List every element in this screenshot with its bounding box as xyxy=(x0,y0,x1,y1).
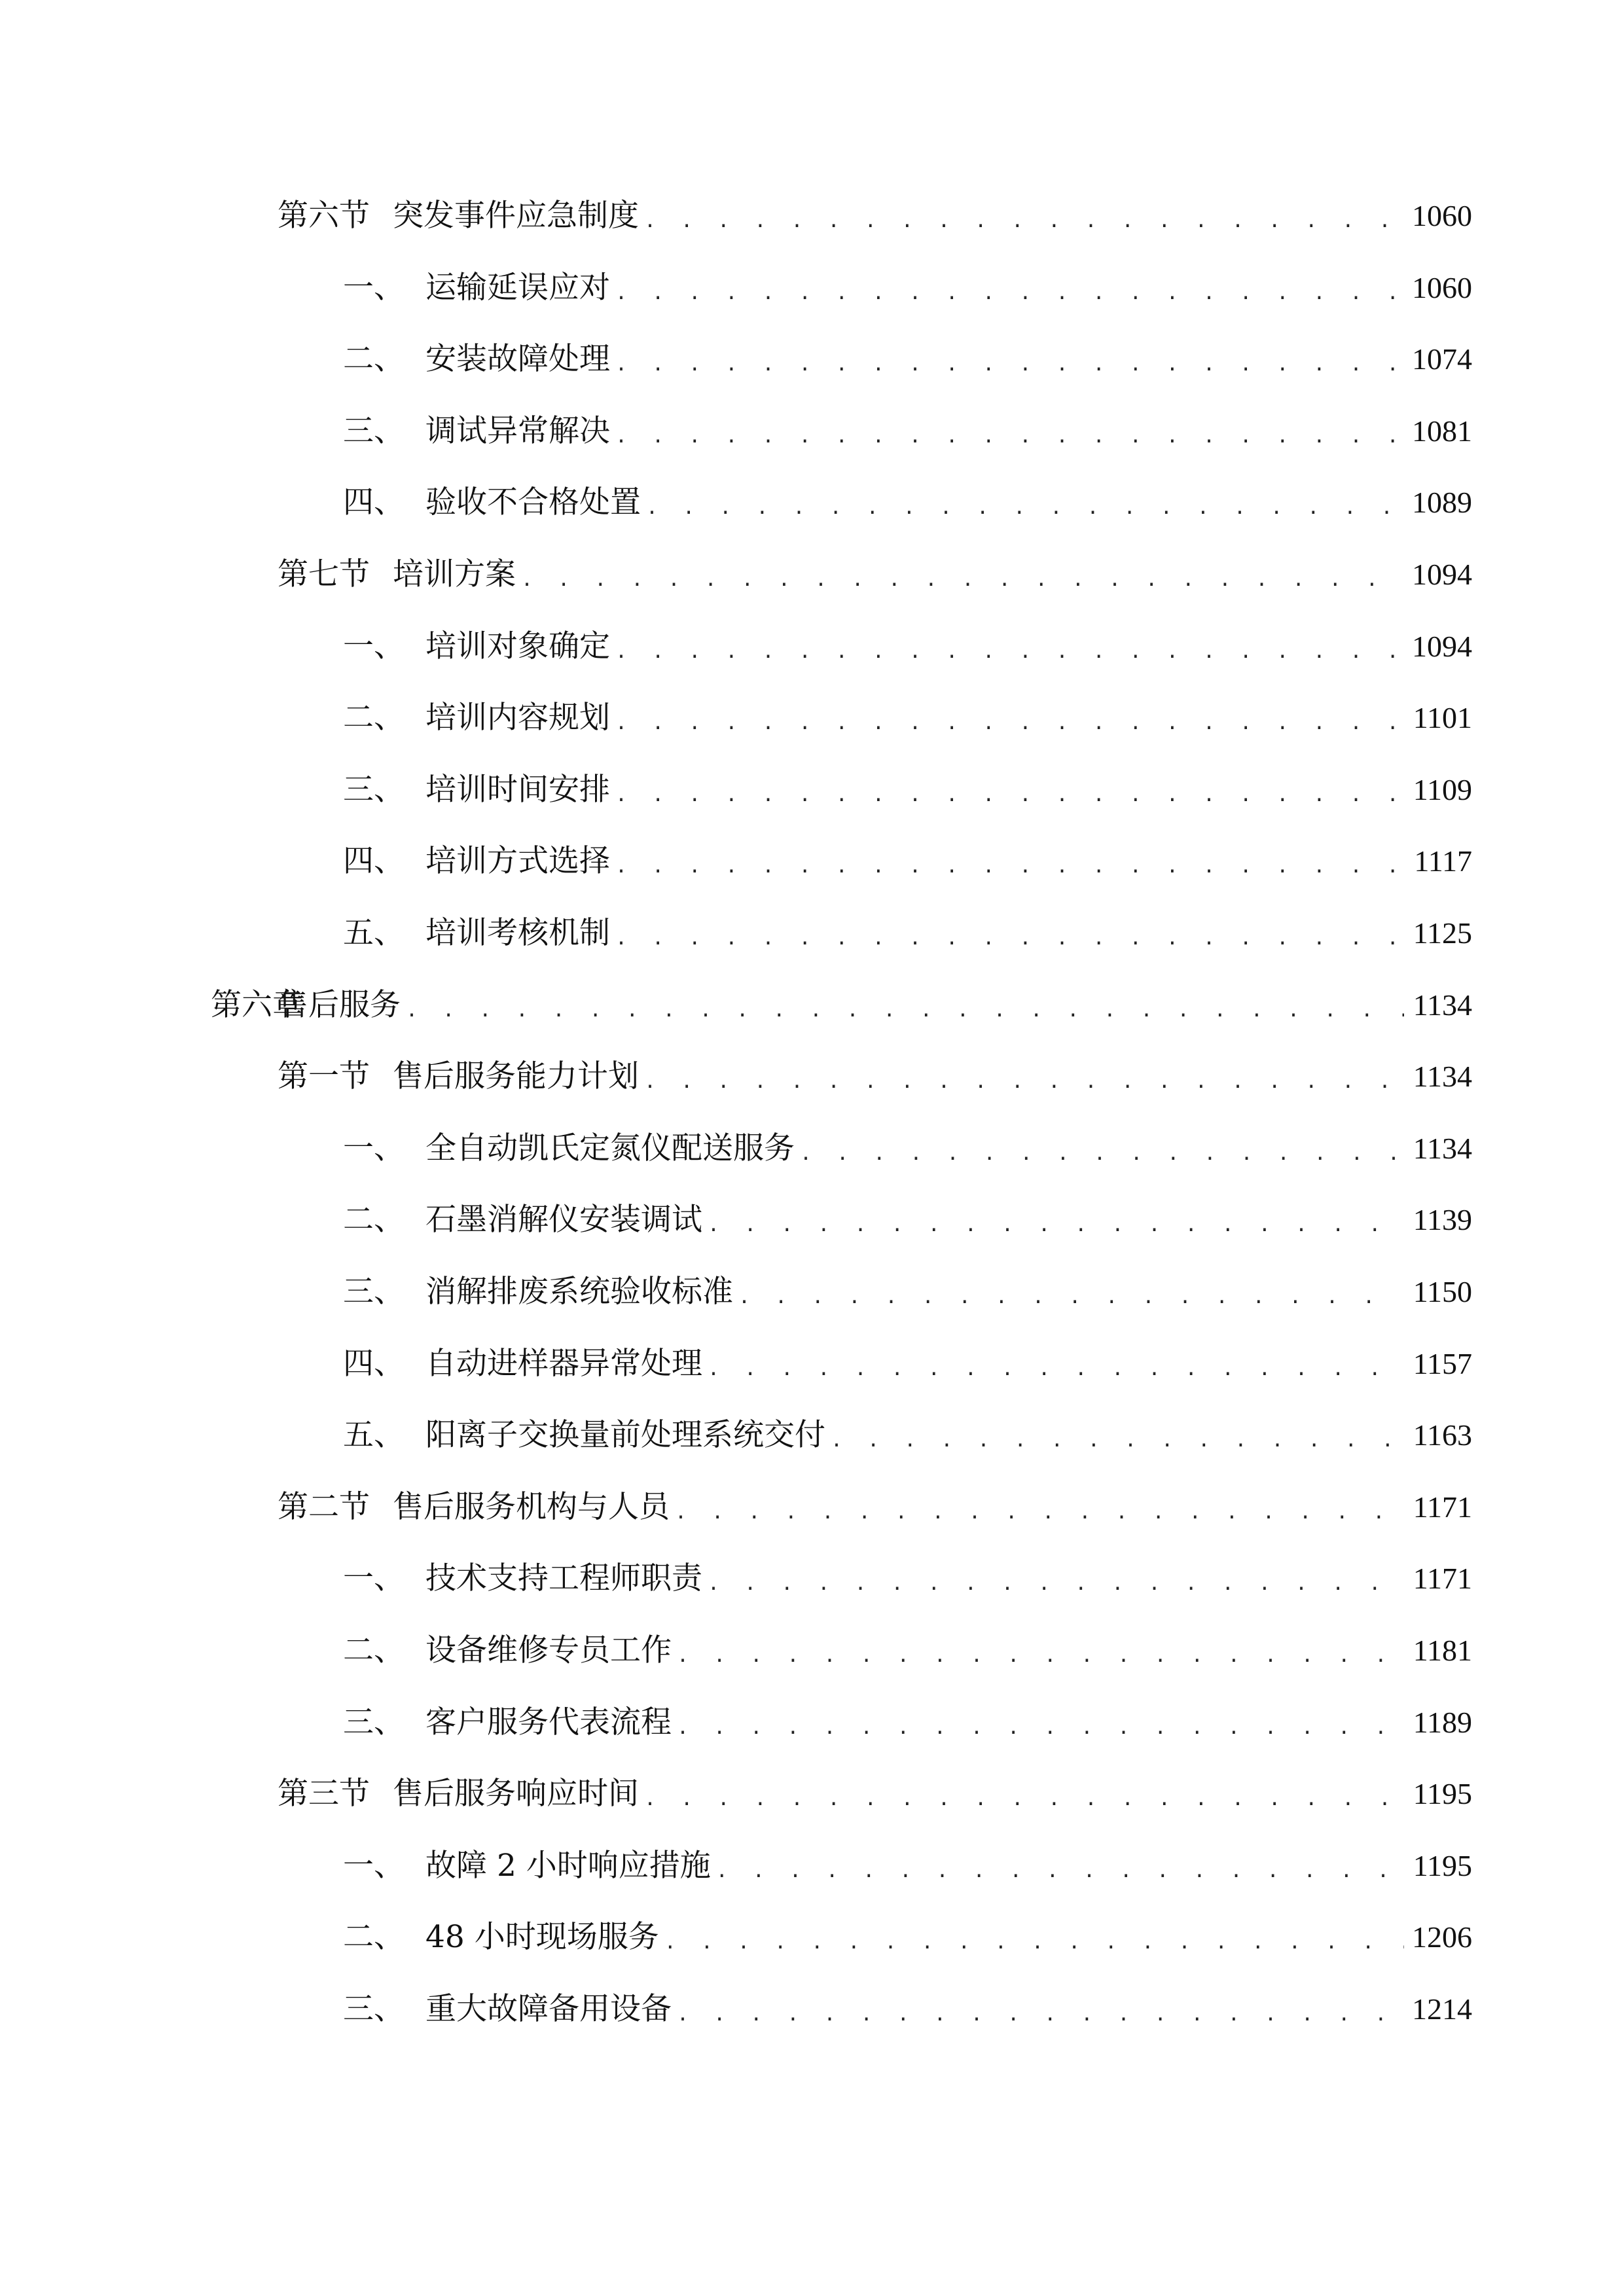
toc-entry-number: 三、 xyxy=(343,1704,405,1740)
toc-entry-number: 第三节 xyxy=(278,1776,370,1812)
toc-entry-number: 五、 xyxy=(343,915,405,951)
toc-entry-title: 消解排废系统验收标准 xyxy=(425,1274,733,1310)
toc-entry-page-number: 1134 xyxy=(1413,988,1472,1022)
toc-dot-leader xyxy=(646,476,1404,529)
toc-dot-leader xyxy=(615,692,1404,744)
toc-entry-number: 第六章 xyxy=(211,987,303,1023)
toc-entry-page-number: 1060 xyxy=(1412,199,1472,232)
toc-entry-number: 一、 xyxy=(343,628,405,664)
toc-entry-number: 一、 xyxy=(343,1130,405,1166)
toc-entry-page-number: 1060 xyxy=(1412,271,1472,304)
toc-entry[interactable] xyxy=(343,476,1472,529)
toc-entry[interactable] xyxy=(343,1911,1472,1964)
toc-dot-leader xyxy=(615,262,1404,314)
toc-entry-page-number: 1171 xyxy=(1413,1490,1472,1524)
toc-entry-title: 重大故障备用设备 xyxy=(425,1991,672,2027)
toc-entry-number: 第六节 xyxy=(278,198,370,234)
toc-entry-number: 四、 xyxy=(343,843,405,879)
toc-entry-page-number: 1089 xyxy=(1412,486,1472,519)
toc-entry-title: 设备维修专员工作 xyxy=(425,1632,672,1668)
toc-entry-number: 二、 xyxy=(343,1632,405,1668)
toc-entry-page-number: 1206 xyxy=(1412,1920,1472,1954)
toc-dot-leader xyxy=(644,1050,1404,1103)
toc-dot-leader xyxy=(615,333,1404,386)
toc-dot-leader xyxy=(708,1338,1404,1390)
toc-entry-number: 三、 xyxy=(343,1274,405,1310)
toc-entry[interactable] xyxy=(278,1050,1472,1103)
toc-entry-page-number: 1157 xyxy=(1413,1347,1472,1380)
toc-entry[interactable] xyxy=(278,1481,1472,1534)
toc-entry-number: 第一节 xyxy=(278,1058,370,1094)
toc-entry-title: 安装故障处理 xyxy=(425,341,610,377)
toc-entry-title: 突发事件应急制度 xyxy=(393,198,639,234)
toc-dot-leader xyxy=(708,1194,1404,1246)
toc-entry-title: 售后服务响应时间 xyxy=(393,1776,639,1812)
toc-entry-page-number: 1109 xyxy=(1413,773,1472,806)
toc-entry-page-number: 1171 xyxy=(1413,1562,1472,1595)
toc-entry[interactable] xyxy=(343,1840,1472,1892)
toc-entry-page-number: 1189 xyxy=(1413,1706,1472,1739)
toc-entry[interactable] xyxy=(343,1338,1472,1390)
toc-entry-page-number: 1125 xyxy=(1413,916,1472,950)
toc-dot-leader xyxy=(831,1409,1404,1462)
toc-entry-number: 二、 xyxy=(343,341,405,377)
toc-entry-title: 石墨消解仪安装调试 xyxy=(425,1202,702,1238)
toc-entry-page-number: 1094 xyxy=(1412,558,1472,591)
toc-entry[interactable] xyxy=(211,979,1472,1031)
toc-entry-number: 一、 xyxy=(343,270,405,306)
toc-dot-leader xyxy=(738,1266,1404,1318)
toc-dot-leader xyxy=(677,1696,1404,1749)
toc-entry-title: 培训考核机制 xyxy=(425,915,610,951)
toc-entry[interactable] xyxy=(343,835,1472,888)
toc-entry-title: 验收不合格处置 xyxy=(425,484,641,520)
toc-entry-title: 48 小时现场服务 xyxy=(425,1919,659,1955)
toc-entry-page-number: 1195 xyxy=(1413,1849,1472,1882)
toc-dot-leader xyxy=(406,979,1404,1031)
toc-entry[interactable] xyxy=(343,1696,1472,1749)
toc-entry-number: 二、 xyxy=(343,1202,405,1238)
toc-entry[interactable] xyxy=(343,1624,1472,1677)
toc-entry-title: 技术支持工程师职责 xyxy=(425,1560,702,1596)
toc-dot-leader xyxy=(615,764,1404,816)
toc-dot-leader xyxy=(615,907,1404,960)
toc-entry[interactable] xyxy=(343,333,1472,386)
toc-entry-page-number: 1081 xyxy=(1412,414,1472,448)
toc-entry[interactable] xyxy=(343,1266,1472,1318)
toc-entry[interactable] xyxy=(343,764,1472,816)
table-of-contents xyxy=(0,190,1624,2088)
toc-entry-title: 阳离子交换量前处理系统交付 xyxy=(425,1417,825,1453)
toc-entry-page-number: 1195 xyxy=(1413,1777,1472,1810)
toc-dot-leader xyxy=(675,1481,1404,1534)
toc-entry-title: 自动进样器异常处理 xyxy=(425,1346,702,1382)
toc-entry[interactable] xyxy=(343,692,1472,744)
toc-dot-leader xyxy=(716,1840,1404,1892)
toc-entry-title: 调试异常解决 xyxy=(425,413,610,449)
toc-dot-leader xyxy=(644,1768,1404,1820)
toc-dot-leader xyxy=(644,190,1404,242)
toc-entry-page-number: 1163 xyxy=(1413,1418,1472,1452)
toc-entry-title: 培训方案 xyxy=(393,556,516,592)
toc-entry-number: 三、 xyxy=(343,413,405,449)
toc-entry-page-number: 1074 xyxy=(1412,342,1472,376)
toc-entry[interactable] xyxy=(343,620,1472,673)
toc-entry-number: 一、 xyxy=(343,1848,405,1884)
toc-dot-leader xyxy=(615,620,1404,673)
toc-entry-page-number: 1101 xyxy=(1413,701,1472,734)
toc-entry-number: 五、 xyxy=(343,1417,405,1453)
toc-dot-leader xyxy=(677,1624,1404,1677)
toc-entry-number: 二、 xyxy=(343,1919,405,1955)
toc-entry[interactable] xyxy=(343,1409,1472,1462)
toc-entry-number: 三、 xyxy=(343,1991,405,2027)
toc-entry[interactable] xyxy=(278,1768,1472,1820)
toc-dot-leader xyxy=(677,1983,1404,2036)
toc-entry-page-number: 1139 xyxy=(1413,1203,1472,1236)
toc-entry-title: 培训对象确定 xyxy=(425,628,610,664)
toc-dot-leader xyxy=(708,1552,1404,1605)
toc-entry[interactable] xyxy=(278,548,1472,601)
toc-entry-title: 售后服务能力计划 xyxy=(393,1058,639,1094)
toc-entry-title: 培训时间安排 xyxy=(425,772,610,808)
toc-entry-page-number: 1117 xyxy=(1414,844,1472,878)
toc-entry-title: 客户服务代表流程 xyxy=(425,1704,672,1740)
toc-entry[interactable] xyxy=(343,1122,1472,1175)
toc-entry-number: 三、 xyxy=(343,772,405,808)
toc-entry[interactable] xyxy=(343,405,1472,457)
toc-dot-leader xyxy=(664,1911,1404,1964)
toc-entry-page-number: 1134 xyxy=(1413,1060,1472,1093)
toc-entry-title: 售后服务 xyxy=(278,987,401,1023)
toc-entry-number: 四、 xyxy=(343,1346,405,1382)
toc-entry-number: 第七节 xyxy=(278,556,370,592)
toc-entry-number: 二、 xyxy=(343,700,405,736)
toc-entry-page-number: 1214 xyxy=(1412,1992,1472,2026)
toc-entry[interactable] xyxy=(343,1983,1472,2036)
toc-entry-page-number: 1181 xyxy=(1413,1634,1472,1667)
toc-entry-title: 售后服务机构与人员 xyxy=(393,1489,670,1525)
toc-dot-leader xyxy=(800,1122,1404,1175)
toc-entry-page-number: 1094 xyxy=(1412,630,1472,663)
toc-entry-page-number: 1134 xyxy=(1413,1132,1472,1165)
toc-entry[interactable] xyxy=(343,1194,1472,1246)
toc-entry-title: 运输延误应对 xyxy=(425,270,610,306)
toc-entry[interactable] xyxy=(343,1552,1472,1605)
toc-entry-title: 全自动凯氏定氮仪配送服务 xyxy=(425,1130,795,1166)
toc-dot-leader xyxy=(615,835,1404,888)
toc-dot-leader xyxy=(615,405,1404,457)
toc-entry-title: 培训内容规划 xyxy=(425,700,610,736)
toc-entry-number: 四、 xyxy=(343,484,405,520)
toc-entry[interactable] xyxy=(278,190,1472,242)
toc-entry[interactable] xyxy=(343,907,1472,960)
toc-entry-page-number: 1150 xyxy=(1413,1275,1472,1308)
toc-entry[interactable] xyxy=(343,262,1472,314)
toc-entry-title: 故障 2 小时响应措施 xyxy=(425,1848,711,1884)
toc-entry-title: 培训方式选择 xyxy=(425,843,610,879)
toc-entry-number: 第二节 xyxy=(278,1489,370,1525)
toc-entry-number: 一、 xyxy=(343,1560,405,1596)
toc-dot-leader xyxy=(521,548,1404,601)
